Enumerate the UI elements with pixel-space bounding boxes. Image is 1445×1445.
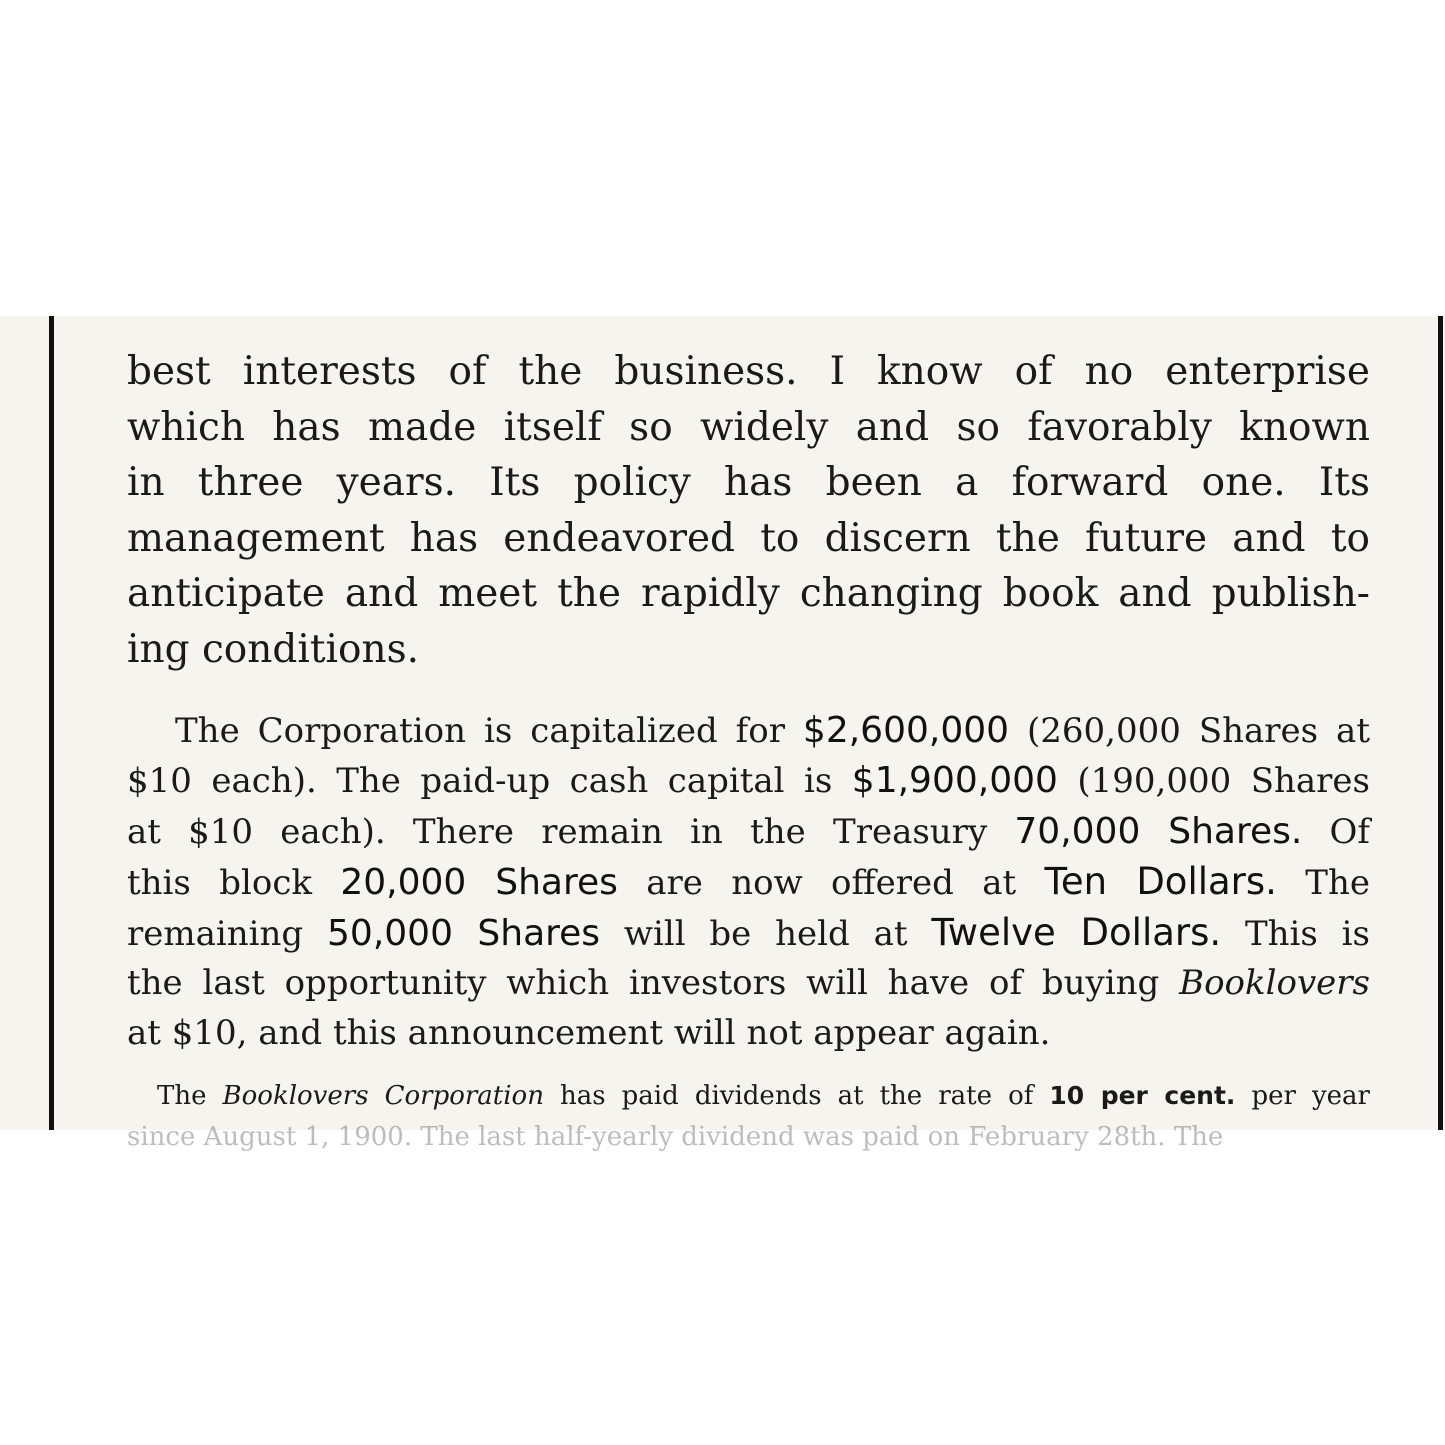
text-run: (190,000 Shares — [1057, 761, 1370, 802]
paid-up-capital-amount: $1,900,000 — [851, 760, 1058, 802]
right-column-rule — [1438, 316, 1443, 1130]
text-line: which has made itself so widely and so favorably known — [127, 404, 1370, 450]
treasury-shares: 70,000 Shares. — [1014, 810, 1303, 852]
text-line — [127, 807, 1370, 857]
text-line: ing conditions. — [127, 626, 419, 672]
capitalization-amount: $2,600,000 — [802, 710, 1010, 751]
text-line — [127, 857, 1370, 908]
paragraph-capitalization — [127, 706, 1370, 1058]
text-line: anticipate and meet the rapidly changing book and publish- — [127, 571, 1370, 616]
text-run: Of — [1302, 811, 1370, 852]
text-run: will be held at — [600, 914, 932, 955]
cut-off-line — [127, 1122, 1370, 1152]
text-run: The — [1276, 862, 1370, 903]
text-line — [127, 756, 1370, 806]
text-line: management has endeavored to discern the future and to — [127, 515, 1370, 561]
text-run: this block — [127, 862, 341, 903]
text-run: The Corporation is capitalized for — [175, 711, 803, 751]
offered-shares: 20,000 Shares — [340, 861, 618, 903]
text-line: at $10, and this announcement will not appear again. — [127, 1012, 1051, 1053]
corporation-name: Booklovers Corporation — [222, 1081, 544, 1111]
paragraph-business-praise — [127, 344, 1370, 677]
text-line — [127, 706, 1370, 756]
text-line — [127, 1076, 1370, 1116]
text-run: The — [157, 1081, 223, 1111]
newspaper-clipping — [0, 316, 1445, 1152]
text-run: This is — [1221, 914, 1370, 955]
text-run: (260,000 Shares at — [1009, 711, 1370, 751]
text-run: at $10 each). There remain in the Treasury — [127, 811, 1015, 852]
text-run: $10 each). The paid-up cash capital is — [127, 761, 852, 802]
text-run: has paid dividends at the rate of — [543, 1081, 1050, 1111]
held-price: Twelve Dollars. — [931, 911, 1222, 955]
text-run: remaining — [127, 914, 328, 955]
left-column-rule — [49, 316, 54, 1130]
text-line — [127, 959, 1370, 1008]
cut-off-text: since August 1, 1900. The last half-yearly dividend was paid on February 28th. The — [127, 1122, 1224, 1152]
text-line: in three years. Its policy has been a forward one. Its — [127, 460, 1370, 505]
company-name: Booklovers — [1179, 963, 1370, 1004]
held-shares: 50,000 Shares — [327, 913, 601, 955]
text-line — [127, 908, 1370, 959]
text-run: per year — [1235, 1081, 1370, 1111]
dividend-rate: 10 per cent. — [1049, 1081, 1236, 1110]
paragraph-dividends — [127, 1076, 1370, 1116]
text-run: are now offered at — [617, 862, 1045, 903]
offer-price: Ten Dollars. — [1044, 859, 1277, 903]
text-line: best interests of the business. I know of no enterprise — [127, 349, 1370, 394]
text-run: the last opportunity which investors will have of buying — [127, 963, 1180, 1004]
